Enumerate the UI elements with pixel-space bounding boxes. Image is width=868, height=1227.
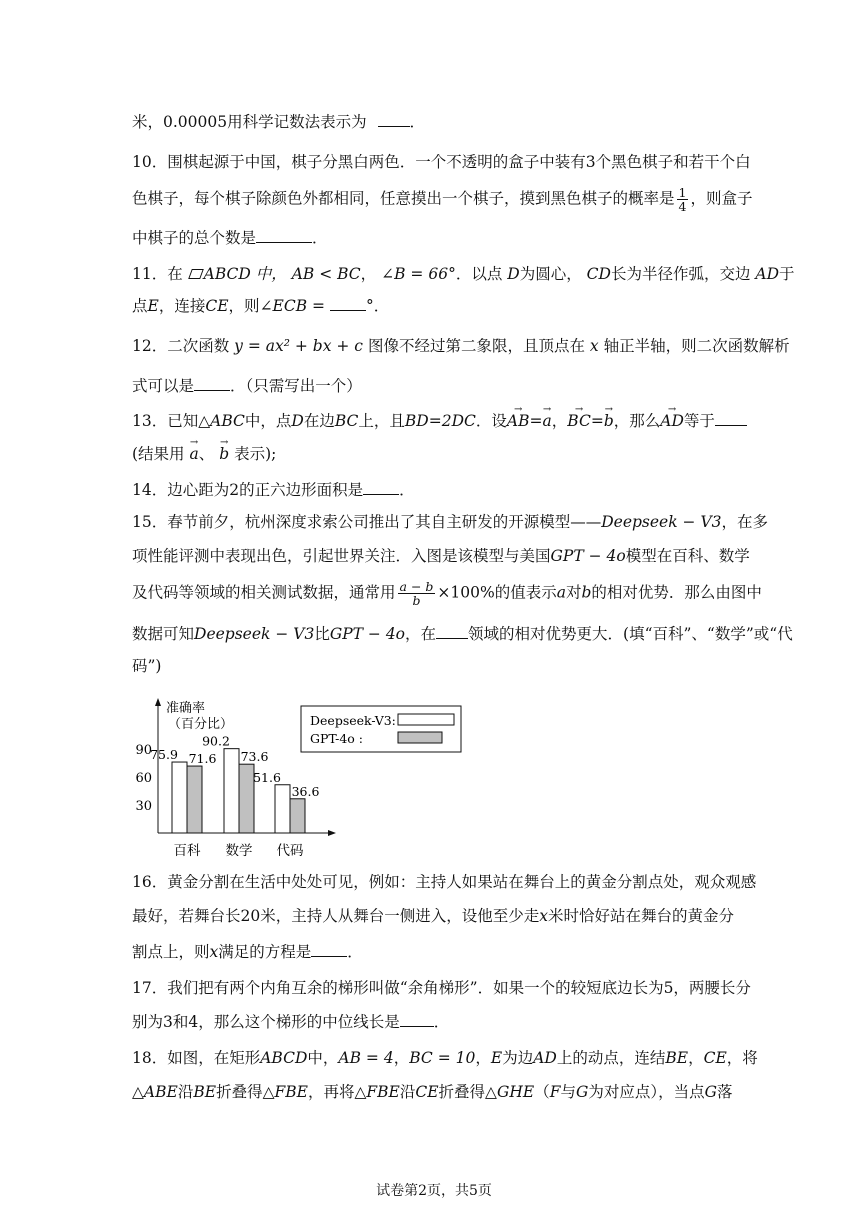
q10-line1 bbox=[132, 152, 751, 172]
q12-line2 bbox=[132, 376, 738, 396]
y-axis-arrow bbox=[155, 698, 161, 706]
q15-line3 bbox=[132, 579, 762, 608]
math: x bbox=[589, 337, 599, 355]
answer-blank bbox=[194, 376, 230, 391]
q15-line1 bbox=[132, 512, 769, 532]
q11-line1 bbox=[132, 264, 795, 284]
text: ． bbox=[347, 943, 363, 961]
math: AD bbox=[533, 1049, 557, 1067]
math: CD bbox=[586, 265, 611, 283]
math: G bbox=[575, 1083, 589, 1101]
math: FBE bbox=[366, 1083, 400, 1101]
frac-den: 4 bbox=[678, 199, 687, 214]
data-label: 75.9 bbox=[150, 747, 178, 763]
q15-line2 bbox=[132, 546, 750, 566]
q16-line1 bbox=[132, 872, 757, 892]
text: 于 bbox=[779, 265, 795, 283]
text: 15．春节前夕，杭州深度求索公司推出了其自主研发的开源模型—— bbox=[132, 513, 602, 531]
text: ． bbox=[433, 1013, 450, 1031]
q15-line5 bbox=[132, 656, 738, 676]
text: 的相对优势．那么由图中 bbox=[591, 583, 762, 602]
text: ，在 bbox=[405, 625, 437, 643]
math: GPT − 4o bbox=[550, 547, 626, 565]
x-tick-label: 百科 bbox=[173, 843, 201, 859]
text: 图像不经过第二象限，且顶点在 bbox=[367, 337, 585, 355]
x-tick-label: 代码 bbox=[276, 843, 304, 859]
text: 中棋子的总个数是 bbox=[132, 229, 257, 247]
answer-blank bbox=[715, 411, 747, 426]
answer-blank bbox=[378, 112, 410, 127]
text: 长为半径作弧，交边 bbox=[610, 265, 751, 283]
math: ABE bbox=[143, 1083, 178, 1101]
math: ∠ECB = bbox=[259, 297, 326, 315]
y-tick-label: 60 bbox=[135, 770, 152, 786]
math: BE bbox=[193, 1083, 217, 1101]
text: 领域的相对优势更大．(填“百科”、“数学”或“代 bbox=[468, 625, 793, 643]
q15-line4 bbox=[132, 624, 793, 644]
text: 上，且 bbox=[358, 412, 405, 430]
text: ，那么 bbox=[613, 412, 661, 430]
x-tick-label: 数学 bbox=[225, 843, 253, 859]
text: 中， bbox=[307, 1049, 339, 1067]
math: F bbox=[549, 1083, 561, 1101]
bar bbox=[239, 764, 254, 833]
q16-line3 bbox=[132, 942, 738, 962]
page-footer: 试卷第2页，共5页 bbox=[376, 1183, 492, 1199]
vector-bc: → BC bbox=[567, 411, 591, 431]
parallelogram-icon bbox=[188, 269, 204, 279]
text: 14．边心距为2的正六边形面积是 bbox=[132, 481, 364, 499]
q13-line1 bbox=[132, 411, 738, 431]
math: y = ax² + bx + c bbox=[234, 337, 363, 355]
math: GHE bbox=[496, 1083, 535, 1101]
legend-label: Deepseek-V3: bbox=[310, 713, 396, 728]
text: ，则盒子 bbox=[690, 189, 753, 208]
text: 割点上，则 bbox=[132, 943, 210, 961]
math: CE bbox=[703, 1049, 727, 1067]
q17-line2 bbox=[132, 1012, 738, 1032]
math: CE bbox=[415, 1083, 439, 1101]
data-label: 90.2 bbox=[202, 733, 230, 749]
line-sci-notation: 米，0.00005用科学记数法表示为 ． bbox=[132, 113, 426, 131]
text: ABCD 中， bbox=[203, 265, 287, 283]
text: 等于 bbox=[683, 412, 715, 430]
text: ×100%的值表示 bbox=[437, 583, 557, 602]
math: GPT − 4o bbox=[329, 625, 406, 643]
text: ， bbox=[688, 1049, 704, 1067]
text: 在边 bbox=[303, 412, 335, 430]
q18-line2 bbox=[132, 1082, 738, 1102]
math: x bbox=[539, 907, 548, 925]
bar-chart bbox=[128, 690, 468, 860]
text: 表示); bbox=[234, 445, 277, 463]
bar bbox=[290, 799, 305, 833]
text: °． bbox=[365, 297, 390, 315]
math: FBE bbox=[274, 1083, 308, 1101]
math: ∠B = 66° bbox=[381, 265, 456, 283]
frac-num: 1 bbox=[678, 185, 687, 200]
math: BC bbox=[334, 412, 359, 430]
text: ， bbox=[360, 265, 377, 283]
text: 13．已知△ bbox=[132, 412, 211, 430]
text: ．以点 bbox=[455, 265, 503, 283]
fraction bbox=[398, 580, 436, 607]
text: ，将 bbox=[726, 1049, 758, 1067]
text: ，连接 bbox=[158, 297, 206, 315]
text: ，则 bbox=[228, 297, 260, 315]
data-label: 36.6 bbox=[291, 783, 320, 799]
math: ABCD bbox=[260, 1049, 308, 1067]
text: 中，点 bbox=[244, 412, 292, 430]
answer-blank bbox=[400, 1012, 434, 1027]
text: 数据可知 bbox=[132, 625, 195, 643]
text: ， bbox=[551, 412, 568, 430]
y-axis-label: （百分比） bbox=[168, 717, 234, 732]
text: ．（只需写出一个） bbox=[230, 377, 362, 395]
text: 及代码等领域的相关测试数据，通常用 bbox=[132, 583, 396, 602]
vector-ad: → AD bbox=[660, 411, 684, 431]
text: 沿 bbox=[399, 1083, 416, 1101]
frac-num: a − b bbox=[399, 579, 434, 594]
y-tick-label: 30 bbox=[135, 798, 152, 814]
math: a bbox=[556, 583, 566, 602]
vector-b: → b bbox=[219, 444, 229, 464]
text: (结果用 bbox=[132, 445, 185, 463]
text: ， bbox=[393, 1049, 410, 1067]
bar bbox=[172, 762, 187, 833]
data-label: 71.6 bbox=[188, 751, 217, 767]
text: 最好，若舞台长20米，主持人从舞台一侧进入，设他至少走 bbox=[132, 907, 540, 925]
text: 项性能评测中表现出色，引起世界关注．入图是该模型与美国 bbox=[132, 547, 551, 565]
text: 轴正半轴，则二次函数解析 bbox=[603, 337, 790, 355]
math: AB < BC bbox=[291, 265, 361, 283]
text: 10．围棋起源于中国，棋子分黑白两色．一个不透明的盒子中装有3个黑色棋子和若干个白 bbox=[132, 153, 751, 171]
q14-line bbox=[132, 480, 738, 500]
text: 为对应点），当点 bbox=[588, 1083, 705, 1101]
vector-a: → a bbox=[190, 444, 199, 464]
text: 17．我们把有两个内角互余的梯形叫做“余角梯形”．如果一个的较短底边长为5，两腰长分 bbox=[132, 979, 751, 997]
text: 折叠得△ bbox=[438, 1083, 497, 1101]
frac-den: b bbox=[412, 593, 421, 608]
text: 模型在百科、数学 bbox=[625, 547, 750, 565]
text: ．设 bbox=[475, 412, 507, 430]
vector-b: → b bbox=[604, 411, 614, 431]
math: Deepseek − V3 bbox=[194, 625, 315, 643]
text: 沿 bbox=[177, 1083, 194, 1101]
math: BD=2DC bbox=[404, 412, 476, 430]
text: △ bbox=[132, 1083, 144, 1101]
text: 与 bbox=[560, 1083, 576, 1101]
text: = bbox=[590, 412, 604, 430]
math: E bbox=[490, 1049, 503, 1067]
q16-line2 bbox=[132, 906, 738, 926]
text: ，在多 bbox=[721, 513, 769, 531]
text: 点 bbox=[132, 297, 148, 315]
q10-line3: 中棋子的总个数是 ． bbox=[132, 229, 328, 247]
text: 式可以是 bbox=[132, 377, 195, 395]
text: 为圆心， bbox=[519, 265, 582, 283]
answer-blank bbox=[311, 942, 347, 957]
text: 12．二次函数 bbox=[132, 337, 230, 355]
text: 比 bbox=[314, 625, 330, 643]
text: 、 bbox=[198, 445, 215, 463]
answer-blank bbox=[436, 624, 468, 639]
bar bbox=[224, 749, 239, 833]
text: 18．如图，在矩形 bbox=[132, 1049, 261, 1067]
q12-line1 bbox=[132, 336, 790, 356]
q18-line1 bbox=[132, 1048, 758, 1068]
math: Deepseek − V3 bbox=[601, 513, 722, 531]
answer-blank bbox=[330, 296, 366, 311]
legend-label: GPT-4o : bbox=[310, 731, 364, 746]
text: 米，0.00005用科学记数法表示为 bbox=[132, 113, 367, 131]
text: 16．黄金分割在生活中处处可见，例如：主持人如果站在舞台上的黄金分割点处，观众观感 bbox=[132, 873, 757, 891]
q17-line1 bbox=[132, 978, 751, 998]
text: 落 bbox=[717, 1083, 733, 1101]
answer-blank bbox=[256, 228, 312, 243]
math: x bbox=[209, 943, 219, 961]
math: BC = 10 bbox=[409, 1049, 476, 1067]
math: G bbox=[704, 1083, 718, 1101]
text: ． bbox=[399, 481, 415, 499]
q11-line2 bbox=[132, 296, 738, 316]
answer-blank bbox=[363, 480, 399, 495]
legend-swatch bbox=[398, 714, 454, 725]
q13-line2 bbox=[132, 444, 738, 464]
text: 码”) bbox=[132, 657, 162, 675]
math: D bbox=[291, 412, 304, 430]
text: 色棋子，每个棋子除颜色外都相同，任意摸出一个棋子，摸到黑色棋子的概率是 bbox=[132, 189, 675, 208]
math: D bbox=[507, 265, 520, 283]
y-axis-label: 准确率 bbox=[166, 701, 206, 716]
text: 为边 bbox=[502, 1049, 534, 1067]
text: ， bbox=[475, 1049, 491, 1067]
text: 折叠得△ bbox=[216, 1083, 275, 1101]
text: = bbox=[529, 412, 543, 430]
text: （ bbox=[534, 1083, 550, 1101]
y-tick-label: 90 bbox=[135, 742, 152, 758]
fraction bbox=[677, 186, 689, 213]
text: 上的动点，连结 bbox=[556, 1049, 666, 1067]
math: CE bbox=[205, 297, 229, 315]
text: ，再将△ bbox=[307, 1083, 367, 1101]
math: E bbox=[147, 297, 159, 315]
bar bbox=[187, 766, 202, 833]
math: AB = 4 bbox=[338, 1049, 394, 1067]
text: 对 bbox=[565, 583, 582, 602]
math: AD bbox=[755, 265, 780, 283]
legend-swatch bbox=[398, 732, 442, 743]
text: 11．在 bbox=[132, 265, 183, 283]
q10-line2 bbox=[132, 185, 753, 214]
x-axis-arrow bbox=[328, 830, 336, 836]
data-label: 51.6 bbox=[253, 769, 281, 785]
vector-ab: → AB bbox=[507, 411, 530, 431]
text: 米时恰好站在舞台的黄金分 bbox=[547, 907, 734, 925]
math: ABC bbox=[210, 412, 245, 430]
bar bbox=[275, 785, 290, 833]
text: 别为3和4，那么这个梯形的中位线长是 bbox=[132, 1013, 400, 1031]
text: 满足的方程是 bbox=[218, 943, 312, 961]
vector-a: → a bbox=[543, 411, 552, 431]
math: BE bbox=[665, 1049, 689, 1067]
math: b bbox=[581, 583, 592, 602]
data-label: 73.6 bbox=[240, 749, 269, 765]
